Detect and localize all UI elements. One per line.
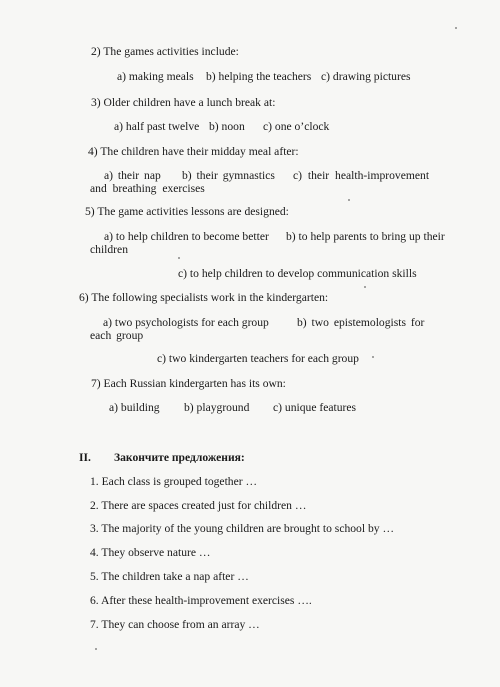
question-6-option-a: a) two psychologists for each group (103, 316, 269, 329)
question-2-option-a: a) making meals (117, 70, 194, 83)
question-6-option-b: b) two epistemologists for each group (90, 316, 425, 342)
question-5-option-a: a) to help children to become better children (90, 230, 269, 256)
question-4-option-a: a) their nap (104, 169, 161, 182)
question-7-stem: 7) Each Russian kindergarten has its own: (91, 377, 286, 390)
scan-speck (455, 27, 457, 29)
sentence-item: 7. They can choose from an array … (90, 618, 260, 631)
question-5-option-c: c) to help children to develop communication skills (178, 267, 417, 280)
section-number: II. (79, 451, 91, 464)
question-4-option-c: c) their health-improvement and breathing exercises (90, 169, 430, 195)
scan-speck (372, 356, 374, 358)
question-2-stem: 2) The games activities include: (91, 45, 239, 58)
question-4-option-b: b) their gymnastics (182, 169, 275, 182)
question-2-option-c: c) drawing pictures (321, 70, 411, 83)
question-5-stem: 5) The game activities lessons are designed: (85, 205, 289, 218)
question-3-option-c: c) one o’clock (263, 120, 330, 133)
sentence-item: 5. The children take a nap after … (90, 570, 249, 583)
sentence-item: 1. Each class is grouped together … (90, 475, 258, 488)
scan-speck (348, 199, 350, 201)
section-heading: Закончите предложения: (114, 451, 245, 464)
sentence-item: 4. They observe nature … (90, 546, 211, 559)
sentence-item: 6. After these health-improvement exercises …. (90, 594, 312, 607)
question-3-option-a: a) half past twelve (114, 120, 200, 133)
scan-speck (95, 648, 97, 650)
sentence-item: 3. The majority of the young children are brought to school by … (90, 522, 395, 535)
sentence-item: 2. There are spaces created just for children … (90, 499, 307, 512)
question-6-option-c: c) two kindergarten teachers for each group (157, 352, 359, 365)
question-4-stem: 4) The children have their midday meal after: (88, 145, 299, 158)
question-2-option-b: b) helping the teachers (206, 70, 312, 83)
question-3-stem: 3) Older children have a lunch break at: (91, 96, 276, 109)
question-5-option-b: b) to help parents to bring up their (286, 230, 445, 243)
question-7-option-c: c) unique features (273, 401, 357, 414)
scan-speck (364, 286, 366, 288)
scan-speck (178, 257, 180, 259)
question-7-option-b: b) playground (184, 401, 250, 414)
question-3-option-b: b) noon (209, 120, 245, 133)
question-6-stem: 6) The following specialists work in the kindergarten: (79, 291, 329, 304)
question-7-option-a: a) building (109, 401, 160, 414)
